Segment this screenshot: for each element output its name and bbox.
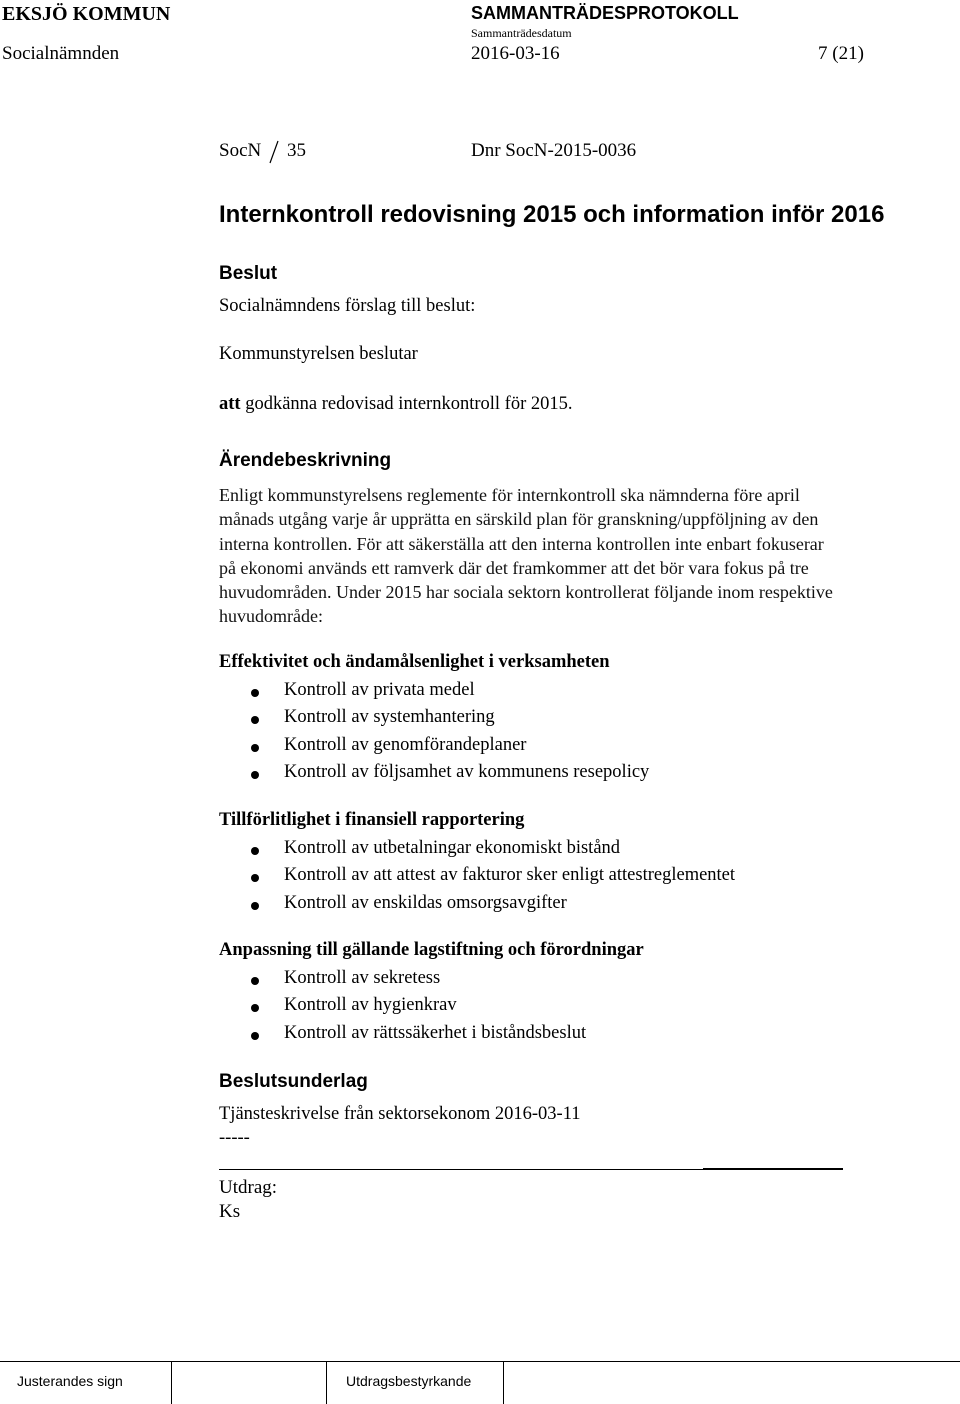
description-line: på ekonomi används ett ramverk där det framkommer att det bör vara fokus på tre xyxy=(219,557,809,578)
description-line: månads utgång varje år upprätta en särskild plan för granskning/uppföljning av den xyxy=(219,509,819,530)
basis-heading: Beslutsunderlag xyxy=(219,1071,368,1092)
meeting-date: 2016-03-16 xyxy=(471,43,560,64)
footer-top-line xyxy=(0,1361,960,1362)
bullet-icon xyxy=(251,716,259,724)
group-heading-compliance: Anpassning till gällande lagstiftning och förordningar xyxy=(219,940,644,960)
description-body xyxy=(219,483,931,629)
footer-divider xyxy=(326,1361,327,1404)
decider-line: Kommunstyrelsen beslutar xyxy=(219,344,418,364)
bullet-icon xyxy=(251,744,259,752)
extract-recipient: Ks xyxy=(219,1201,241,1222)
footer-divider xyxy=(171,1361,172,1404)
page-number: 7 (21) xyxy=(818,43,864,64)
diary-number: Dnr SocN-2015-0036 xyxy=(471,140,637,161)
description-line: interna kontrollen. För att säkerställa att den interna kontrollen inte enbart fokuserar xyxy=(219,533,824,554)
bullet-icon xyxy=(251,771,259,779)
decision-text xyxy=(219,394,572,415)
sign-label: Justerandes sign xyxy=(17,1373,123,1389)
bullet-icon xyxy=(251,847,259,855)
paragraph-label: SocN xyxy=(219,140,262,161)
proposal-line: Socialnämndens förslag till beslut: xyxy=(219,296,476,316)
decision-heading: Beslut xyxy=(219,263,278,284)
att-word: att xyxy=(219,394,241,414)
decision-body: godkänna redovisad internkontroll för 2015. xyxy=(240,394,573,414)
description-line: Enligt kommunstyrelsens reglemente för internkontroll ska nämnderna före april xyxy=(219,485,800,505)
certify-label: Utdragsbestyrkande xyxy=(346,1373,472,1389)
bullet-icon xyxy=(251,874,259,882)
bullet-icon xyxy=(251,977,259,985)
basis-separator: ----- xyxy=(219,1128,250,1148)
group-heading-effectiveness: Effektivitet och ändamålsenlighet i verksamheten xyxy=(219,652,610,672)
group-heading-financial: Tillförlitlighet i finansiell rapportering xyxy=(219,810,525,830)
paragraph-number: 35 xyxy=(287,140,306,161)
divider-line-thick xyxy=(703,1168,843,1170)
section-sign-icon xyxy=(267,140,281,164)
bullet-icon xyxy=(251,1032,259,1040)
description-line: huvudområden. Under 2015 har sociala sektorn kontrollerat följande inom respektive xyxy=(219,582,833,603)
description-heading: Ärendebeskrivning xyxy=(219,450,392,471)
basis-document: Tjänsteskrivelse från sektorsekonom 2016-03-11 xyxy=(219,1104,581,1124)
footer-divider xyxy=(503,1361,504,1404)
date-label: Sammanträdesdatum xyxy=(471,26,572,40)
description-line: huvudområde: xyxy=(219,606,323,627)
page-title: Internkontroll redovisning 2015 och information inför 2016 xyxy=(219,201,885,228)
document-type: SAMMANTRÄDESPROTOKOLL xyxy=(471,3,739,23)
organization-name: EKSJÖ KOMMUN xyxy=(2,3,171,25)
bullet-icon xyxy=(251,689,259,697)
extract-label: Utdrag: xyxy=(219,1177,278,1198)
bullet-icon xyxy=(251,902,259,910)
committee-name: Socialnämnden xyxy=(2,43,120,64)
bullet-icon xyxy=(251,1004,259,1012)
